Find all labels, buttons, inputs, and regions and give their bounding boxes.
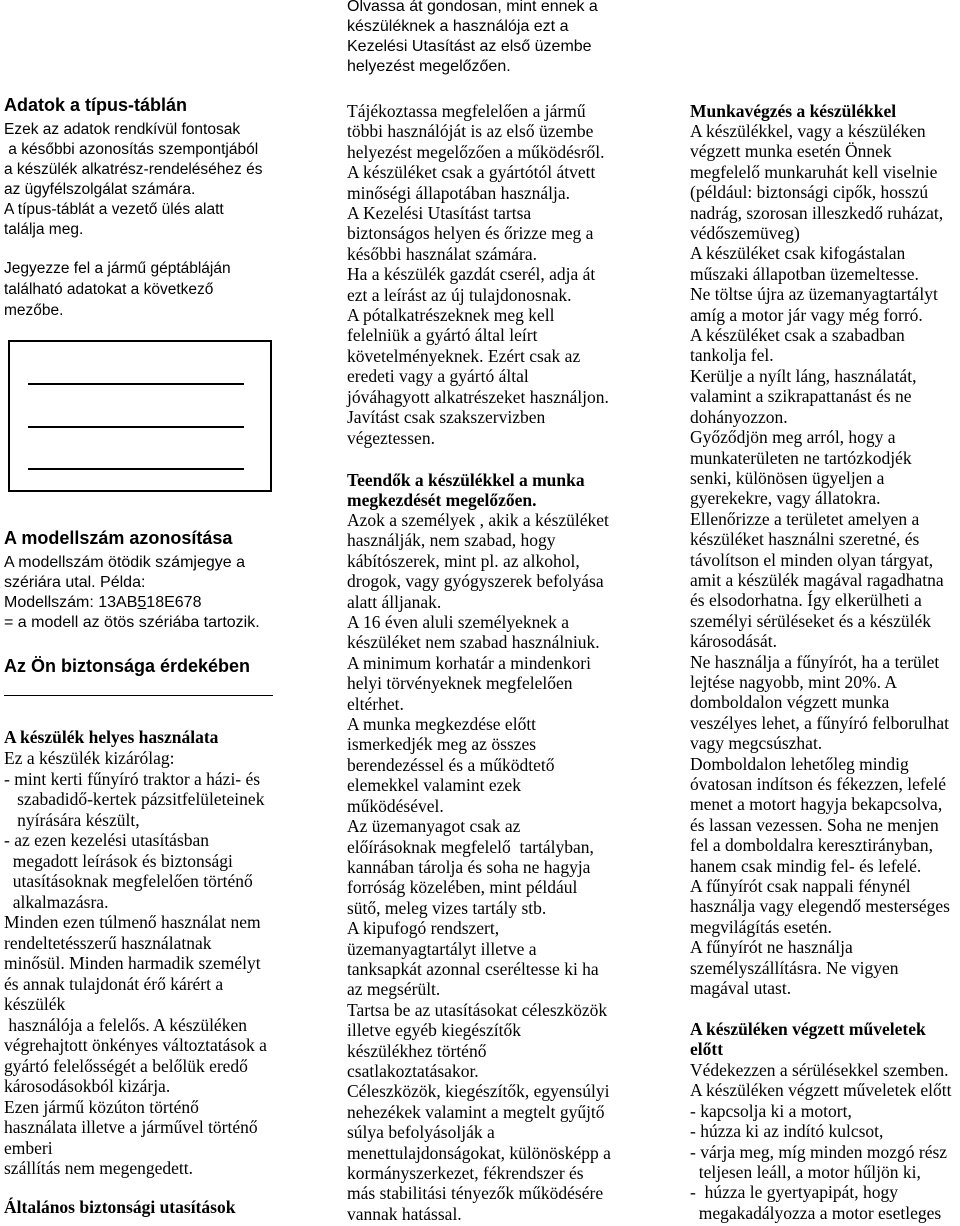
paragraph-line: A készüléket csak kifogástalan <box>690 243 906 264</box>
paragraph-line: készüléket használni szeretné, és <box>690 529 920 550</box>
paragraph-line: más stabilitási tényezők működésére <box>347 1183 604 1204</box>
model-number-suffix: 18E678 <box>146 594 202 611</box>
paragraph-line: lejtése nagyobb, mint 20%. A <box>690 671 898 692</box>
paragraph-line: tanksapkát azonnal cseréltesse ki ha <box>347 958 599 979</box>
paragraph-line: távolítson el minden olyan tárgyat, <box>690 549 934 570</box>
paragraph-line: domboldalon végzett munka <box>690 692 890 713</box>
paragraph-line: - az ezen kezelési utasításban <box>4 830 210 850</box>
paragraph-line: használják, nem szabad, hogy <box>347 530 556 551</box>
paragraph-line: (például: biztonsági cipők, hosszú <box>690 182 929 203</box>
paragraph-line: kannában tárolja és soha ne hagyja <box>347 856 591 877</box>
paragraph-line: mezőbe. <box>4 302 64 319</box>
paragraph-line: Tájékoztassa megfelelően a jármű <box>347 101 586 121</box>
working-heading: Munkavégzés a készülékkel <box>690 101 897 121</box>
paragraph-line: szériára utal. Példa: <box>4 574 146 591</box>
working-paragraph <box>690 121 950 998</box>
paragraph-line: alatt álljanak. <box>347 591 442 612</box>
paragraph-line: találja meg. <box>4 221 84 238</box>
paragraph-line: senki, különösen ügyeljen a <box>690 467 885 488</box>
paragraph-line: hanem csak mindig fel- és lefelé. <box>690 855 922 876</box>
paragraph-line: Ezek az adatok rendkívül fontosak <box>4 121 241 138</box>
paragraph-line: végzett munka esetén Önnek <box>690 141 892 162</box>
heading-line: megkezdését megelőzően. <box>347 490 537 511</box>
paragraph-line: gyerekekre, vagy állatokra. <box>690 488 881 509</box>
model-number-example <box>4 593 260 613</box>
paragraph-line: üzemanyagtartályt illetve a <box>347 938 537 959</box>
paragraph-line: Védekezzen a sérülésekkel szemben. <box>690 1060 949 1080</box>
paragraph-line: magával utast. <box>690 978 792 999</box>
intro-note-line: helyezést megelőzően. <box>347 58 511 75</box>
paragraph-line: Azok a személyek , akik a készüléket <box>347 510 609 530</box>
paragraph-line: Tartsa be az utasításokat céleszközök <box>347 999 608 1020</box>
paragraph-line: készülék <box>4 994 66 1014</box>
type-plate-heading: Adatok a típus-táblán <box>4 95 188 115</box>
entry-line <box>28 426 244 428</box>
paragraph-line: megvilágítás esetén. <box>690 916 832 937</box>
model-id-paragraph <box>4 553 260 633</box>
paragraph-line: személyszállításra. Ne vigyen <box>690 957 899 978</box>
paragraph-line: használója a felelős. A készüléken <box>4 1014 247 1035</box>
paragraph-line: A kipufogó rendszert, <box>347 918 500 939</box>
intro-note-line: készüléknek a használója ezt a <box>347 18 569 35</box>
paragraph-line: és lassan vezessen. Soha ne menjen <box>690 814 939 835</box>
paragraph-line: biztonságos helyen és őrizze meg a <box>347 223 594 244</box>
paragraph-line: védőszemüveg) <box>690 223 800 244</box>
before-work-paragraph <box>347 510 611 1224</box>
model-id-lines <box>4 553 260 593</box>
paragraph-line: nadrág, szorosan illeszkedő ruházat, <box>690 202 944 223</box>
paragraph-line: helyezést megelőzően a működésről. <box>347 141 605 162</box>
paragraph-line: ezt a leírást az új tulajdonosnak. <box>347 284 572 305</box>
paragraph-line: vannak hatással. <box>347 1203 462 1224</box>
entry-line <box>28 383 244 385</box>
paragraph-line: tankolja fel. <box>690 345 774 366</box>
paragraph-line: károsodását. <box>690 631 777 652</box>
paragraph-line: valamint a szikrapattanást és ne <box>690 386 912 407</box>
paragraph-line: - kapcsolja ki a motort, <box>690 1100 852 1121</box>
paragraph-line: drogok, vagy gyógyszerek befolyása <box>347 571 604 592</box>
before-operations-heading <box>690 1019 926 1060</box>
general-safety-heading: Általános biztonsági utasítások <box>4 1197 236 1217</box>
paragraph-line: az ügyfélszolgálat számára. <box>4 181 196 198</box>
paragraph-line: A pótalkatrészeknek meg kell <box>347 305 555 326</box>
paragraph-line: található adatokat a következő <box>4 281 214 298</box>
paragraph-line: amit a készülék magával ragadhatna <box>690 569 944 590</box>
paragraph-line: berendezéssel és a működtető <box>347 754 555 775</box>
paragraph-line: - várja meg, míg minden mozgó rész <box>690 1141 948 1162</box>
model-number-prefix: Modellszám: 13AB <box>4 594 138 611</box>
safety-heading: Az Ön biztonsága érdekében <box>4 656 251 676</box>
paragraph-line: Minden ezen túlmenő használat nem <box>4 912 261 932</box>
paragraph-line: a későbbi azonosítás szempontjából <box>4 141 259 158</box>
paragraph-line: Jegyezze fel a jármű géptábláján <box>4 260 231 277</box>
intro-note <box>347 0 598 77</box>
paragraph-line: Domboldalon lehetőleg mindig <box>690 753 909 774</box>
paragraph-line: eredeti vagy a gyártó által <box>347 366 529 387</box>
paragraph-line: fel a domboldalra keresztirányban, <box>690 835 933 856</box>
paragraph-line: A fűnyírót csak nappali fénynél <box>690 876 911 897</box>
paragraph-line: minőségi állapotában használja. <box>347 182 571 203</box>
paragraph-line: megfelelő munkaruhát kell viselnie <box>690 161 938 182</box>
paragraph-line: alkalmazásra. <box>4 891 109 912</box>
paragraph-line: megakadályozza a motor esetleges <box>690 1202 942 1223</box>
paragraph-line: - húzza le gyertyapipát, hogy <box>690 1182 898 1203</box>
series-digit: 5 <box>137 594 147 611</box>
paragraph-line: amíg a motor jár vagy még forró. <box>690 304 923 325</box>
paragraph-line: nehezékek valamint a megtelt gyűjtő <box>347 1101 605 1122</box>
paragraph-line: utasításoknak megfelelően történő <box>4 871 253 891</box>
paragraph-line: emberi <box>4 1137 53 1158</box>
paragraph-line: óvatosan indítson és fékezzen, lefelé <box>690 774 947 794</box>
paragraph-line: eltérhet. <box>347 693 404 714</box>
paragraph-line: A készüléken végzett műveletek előtt <box>690 1080 952 1101</box>
heading-divider <box>4 695 273 696</box>
paragraph-line: szállítás nem megengedett. <box>4 1158 194 1178</box>
paragraph-line: menet a motort hagyja bekapcsolva, <box>690 794 943 815</box>
paragraph-line: A modellszám ötödik számjegye a <box>4 554 245 571</box>
heading-line: előtt <box>690 1039 724 1060</box>
paragraph-line: forróság közelében, mint például <box>347 877 578 898</box>
paragraph-line: és elsodorhatna. Így elkerülheti a <box>690 590 922 611</box>
paragraph-line: gyártó felelősségét a belőlük eredő <box>4 1055 248 1076</box>
paragraph-line: használja vagy elegendő mesterséges <box>690 896 950 917</box>
paragraph-line: dohányozzon. <box>690 406 788 427</box>
paragraph-line: szabadidő-kertek pázsitfelületeinek <box>4 789 265 809</box>
paragraph-line: használata illetve a járművel történő <box>4 1117 258 1137</box>
proper-use-paragraph <box>4 748 267 1179</box>
paragraph-line: az megsérült. <box>347 979 441 1000</box>
before-work-heading <box>347 470 585 511</box>
intro-note-line: Olvassa át gondosan, mint ennek a <box>347 0 598 15</box>
paragraph-line: sütő, meleg vizes tartály stb. <box>347 897 547 918</box>
type-plate-intro-paragraph <box>4 120 262 240</box>
paragraph-line: A 16 éven aluli személyeknek a <box>347 612 570 633</box>
paragraph-line: A minimum korhatár a mindenkori <box>347 652 591 673</box>
paragraph-line: felelniük a gyártó által leírt <box>347 325 538 346</box>
paragraph-line: A munka megkezdése előtt <box>347 714 537 735</box>
paragraph-line: Céleszközök, kiegészítők, egyensúlyi <box>347 1081 610 1102</box>
paragraph-line: Ez a készülék kizárólag: <box>4 748 175 768</box>
paragraph-line: működésével. <box>347 795 444 816</box>
user-info-paragraph <box>347 101 609 448</box>
paragraph-line: helyi törvényeknek megfelelően <box>347 673 573 694</box>
paragraph-line: menettulajdonságokat, különösképp a <box>347 1142 611 1163</box>
paragraph-line: követelményeknek. Ezért csak az <box>347 345 581 366</box>
paragraph-line: nyírására készült, <box>4 809 140 830</box>
paragraph-line: - húzza ki az indító kulcsot, <box>690 1121 884 1142</box>
heading-line: A készüléken végzett műveletek <box>690 1019 926 1039</box>
paragraph-line: megadott leírások és biztonsági <box>4 850 233 871</box>
intro-note-line: Kezelési Utasítást az első üzembe <box>347 38 592 55</box>
paragraph-line: készüléket nem szabad használniuk. <box>347 632 600 653</box>
entry-line <box>28 468 244 470</box>
paragraph-line: és annak tulajdonát érő kárért a <box>4 973 224 994</box>
paragraph-line: végeztessen. <box>347 427 435 448</box>
paragraph-line: károsodásokból kizárja. <box>4 1076 171 1096</box>
paragraph-line: kormányszerkezet, fékrendszer és <box>347 1163 584 1183</box>
paragraph-line: többi használóját is az első üzembe <box>347 121 594 142</box>
paragraph-line: súlya befolyásolják a <box>347 1122 495 1143</box>
paragraph-line: A készülékkel, vagy a készüléken <box>690 121 926 141</box>
paragraph-line: műszaki állapotban üzemeltesse. <box>690 263 919 284</box>
paragraph-line: a készülék alkatrész-rendeléséhez és <box>4 161 263 178</box>
paragraph-line: jóváhagyott alkatrészeket használjon. <box>347 386 609 407</box>
paragraph-line: A típus-táblát a vezető ülés alatt <box>4 201 224 218</box>
paragraph-line: veszélyes lehet, a fűnyíró felborulhat <box>690 712 949 733</box>
paragraph-line: kábítószerek, mint pl. az alkohol, <box>347 550 580 571</box>
paragraph-line: Ne töltse újra az üzemanyagtartályt <box>690 284 938 305</box>
paragraph-line: Javítást csak szakszervizben <box>347 407 546 428</box>
paragraph-line: - mint kerti fűnyíró traktor a házi- és <box>4 768 261 789</box>
paragraph-line: illetve egyéb kiegészítők <box>347 1020 521 1041</box>
paragraph-line: A készüléket csak a szabadban <box>690 325 905 346</box>
paragraph-line: csatlakoztatásakor. <box>347 1060 479 1081</box>
paragraph-line: későbbi használat számára. <box>347 243 537 264</box>
paragraph-line: Kerülje a nyílt láng, használatát, <box>690 365 917 386</box>
heading-line: Teendők a készülékkel a munka <box>347 470 585 490</box>
paragraph-line: Ezen jármű közúton történő <box>4 1096 199 1117</box>
paragraph-line: vagy megcsúszhat. <box>690 733 823 754</box>
paragraph-line: minősül. Minden harmadik személyt <box>4 953 261 973</box>
paragraph-line: Győződjön meg arról, hogy a <box>690 427 896 448</box>
paragraph-line: A készüléket csak a gyártótól átvett <box>347 162 596 183</box>
paragraph-line: elemekkel valamint ezek <box>347 775 521 796</box>
paragraph-line: Ellenőrizze a területet amelyen a <box>690 508 920 529</box>
type-plate-entry-box <box>8 340 272 492</box>
model-id-heading: A modellszám azonosítása <box>4 528 233 548</box>
paragraph-line: készülékhez történő <box>347 1040 487 1061</box>
before-operations-paragraph <box>690 1060 951 1223</box>
paragraph-line: A fűnyírót ne használja <box>690 937 853 958</box>
paragraph-line: előírásoknak megfelelő tartályban, <box>347 836 594 857</box>
paragraph-line: rendeltetésszerű használatnak <box>4 932 212 953</box>
paragraph-line: Az üzemanyagot csak az <box>347 816 521 837</box>
model-number-explanation: = a modell az ötös szériába tartozik. <box>4 614 260 631</box>
paragraph-line: végrehajtott önkényes változtatások a <box>4 1035 267 1055</box>
proper-use-heading: A készülék helyes használata <box>4 727 219 747</box>
type-plate-record-paragraph <box>4 258 231 321</box>
paragraph-line: teljesen leáll, a motor hűljön ki, <box>690 1162 921 1183</box>
paragraph-line: A Kezelési Utasítást tartsa <box>347 203 532 224</box>
paragraph-line: munkaterületen ne tartózkodjék <box>690 447 912 468</box>
paragraph-line: ismerkedjék meg az összes <box>347 734 537 755</box>
paragraph-line: Ha a készülék gazdát cserél, adja át <box>347 264 596 285</box>
paragraph-line: személyi sérüléseket és a készülék <box>690 610 932 631</box>
paragraph-line: Ne használja a fűnyírót, ha a terület <box>690 651 940 672</box>
